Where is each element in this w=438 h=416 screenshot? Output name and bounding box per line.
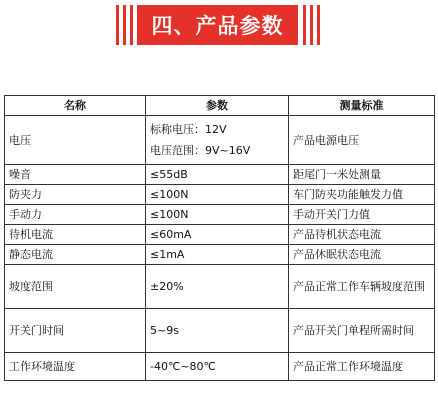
table-row (5, 353, 435, 381)
cell-standard: 车门防夹功能触发力值 (289, 185, 435, 205)
banner-stripe (317, 5, 320, 45)
cell-name: 开关门时间 (5, 309, 146, 353)
section-title: 四、产品参数 (137, 5, 298, 45)
cell-standard: 产品正常工作环境温度 (289, 353, 435, 381)
cell-standard: 产品正常工作车辆坡度范围 (289, 265, 435, 309)
cell-standard: 产品开关门单程所需时间 (289, 309, 435, 353)
table-row (5, 205, 435, 225)
banner-stripe (310, 5, 313, 45)
cell-value: ≤55dB (146, 165, 289, 185)
banner-stripe (116, 5, 119, 45)
cell-standard: 产品待机状态电流 (289, 225, 435, 245)
header-value: 参数 (146, 96, 289, 116)
banner-stripe (123, 5, 126, 45)
cell-value: ±20% (146, 265, 289, 309)
cell-standard: 产品休眠状态电流 (289, 245, 435, 265)
cell-name: 防夹力 (5, 185, 146, 205)
cell-value: ≤60mA (146, 225, 289, 245)
cell-name: 待机电流 (5, 225, 146, 245)
spec-table (4, 95, 435, 381)
table-header-row (5, 96, 435, 116)
table-row (5, 245, 435, 265)
cell-name: 静态电流 (5, 245, 146, 265)
header-name: 名称 (5, 96, 146, 116)
value-line: 电压范围：9V~16V (150, 144, 251, 157)
cell-standard: 距尾门一米处测量 (289, 165, 435, 185)
table-row (5, 116, 435, 165)
cell-name: 手动力 (5, 205, 146, 225)
cell-name: 工作环境温度 (5, 353, 146, 381)
cell-name: 噪音 (5, 165, 146, 185)
header-standard: 测量标准 (289, 96, 435, 116)
cell-name: 坡度范围 (5, 265, 146, 309)
table-row (5, 309, 435, 353)
banner-stripe (130, 5, 133, 45)
cell-value: -40℃~80℃ (146, 353, 289, 381)
cell-value: 5~9s (146, 309, 289, 353)
table-row (5, 265, 435, 309)
cell-value: ≤100N (146, 205, 289, 225)
table-row (5, 165, 435, 185)
banner-stripe (303, 5, 306, 45)
cell-value: ≤1mA (146, 245, 289, 265)
cell-standard: 手动开关门力值 (289, 205, 435, 225)
table-row (5, 225, 435, 245)
value-line: 标称电压：12V (150, 123, 227, 136)
section-banner (116, 5, 320, 45)
cell-value (146, 116, 289, 165)
cell-value: ≤100N (146, 185, 289, 205)
cell-standard: 产品电源电压 (289, 116, 435, 165)
cell-name: 电压 (5, 116, 146, 165)
table-row (5, 185, 435, 205)
